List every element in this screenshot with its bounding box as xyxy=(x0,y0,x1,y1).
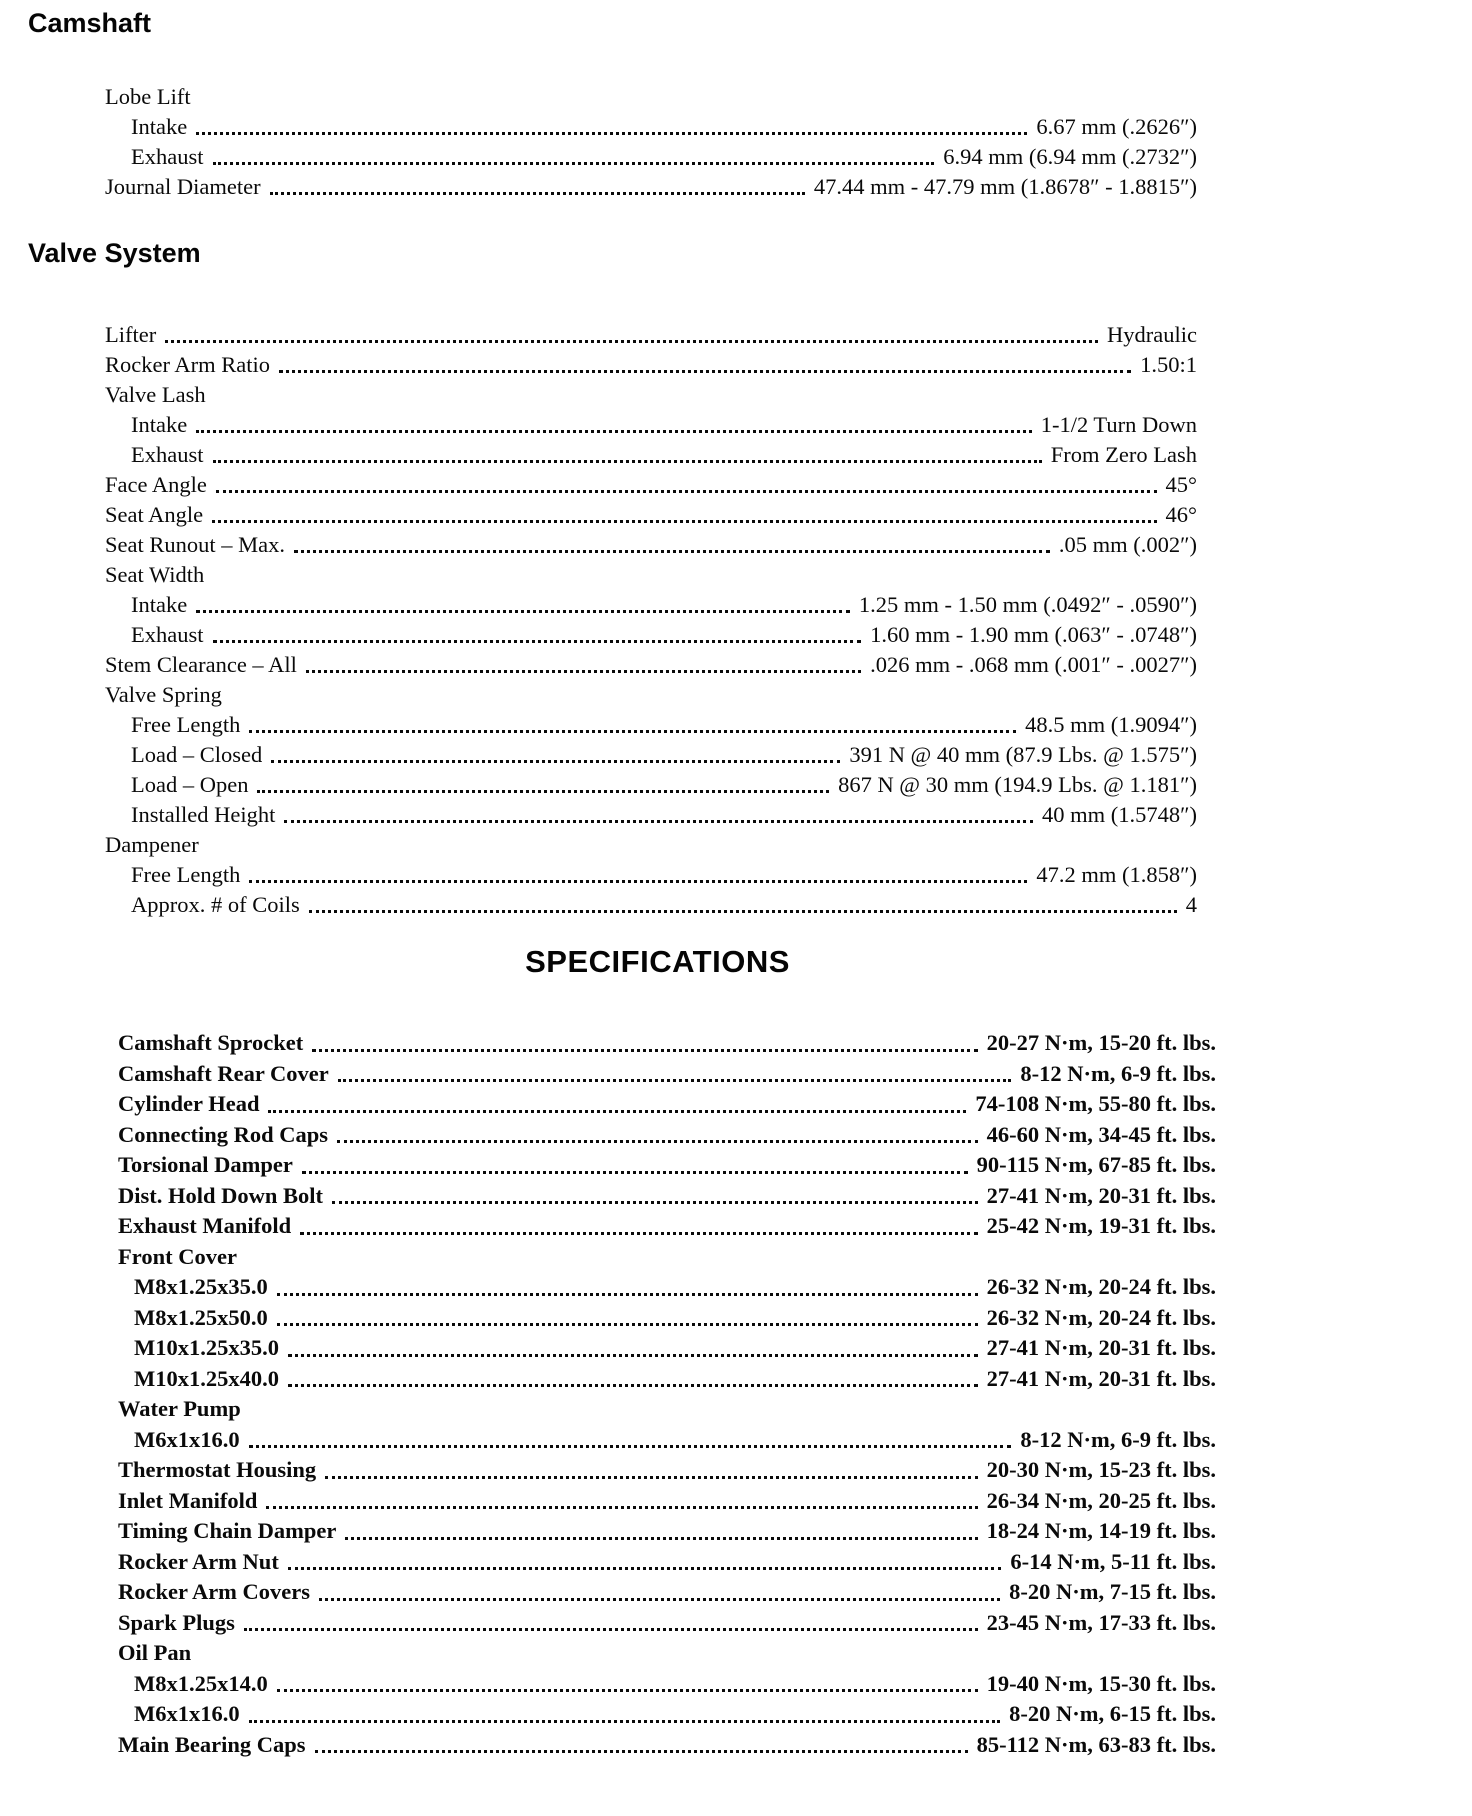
spec-label: Inlet Manifold xyxy=(118,1487,258,1513)
spec-label: Exhaust xyxy=(131,144,204,169)
spec-label: Cylinder Head xyxy=(118,1091,260,1116)
spec-label: Rocker Arm Nut xyxy=(118,1548,279,1574)
spec-label: Seat Runout – Max. xyxy=(105,532,285,557)
dotted-leader xyxy=(345,1537,977,1540)
dotted-leader xyxy=(257,790,829,793)
section-title-camshaft: Camshaft xyxy=(28,8,152,38)
spec-label: Free Length xyxy=(131,862,241,887)
spec-label: Load – Closed xyxy=(131,742,263,767)
spec-label: Front Cover xyxy=(118,1243,237,1269)
spec-value: 8-12 N·m, 6-9 ft. lbs. xyxy=(1020,1426,1216,1452)
spec-value: 1.25 mm - 1.50 mm (.0492″ - .0590″) xyxy=(858,592,1197,617)
dotted-leader xyxy=(213,640,862,643)
spec-row xyxy=(118,1394,1216,1425)
dotted-leader xyxy=(249,1445,1012,1448)
spec-label: Main Bearing Caps xyxy=(118,1731,306,1757)
spec-row xyxy=(105,590,1197,620)
spec-value: 391 N @ 40 mm (87.9 Lbs. @ 1.575″) xyxy=(849,742,1197,767)
camshaft-spec-list xyxy=(105,82,1197,202)
dotted-leader xyxy=(279,370,1131,373)
dotted-leader xyxy=(271,760,840,763)
spec-value: 20-27 N·m, 15-20 ft. lbs. xyxy=(986,1030,1216,1055)
spec-row xyxy=(105,350,1197,380)
spec-label: M6x1x16.0 xyxy=(134,1426,240,1452)
spec-value: 46° xyxy=(1165,502,1197,527)
dotted-leader xyxy=(277,1689,978,1692)
spec-label: Intake xyxy=(131,412,188,437)
dotted-leader xyxy=(325,1476,977,1479)
spec-row xyxy=(105,172,1197,202)
spec-row xyxy=(118,1486,1216,1517)
spec-value: 8-20 N·m, 6-15 ft. lbs. xyxy=(1009,1701,1216,1726)
spec-label: Rocker Arm Covers xyxy=(118,1579,311,1604)
spec-value: 19-40 N·m, 15-30 ft. lbs. xyxy=(986,1670,1216,1696)
spec-value: 1.50:1 xyxy=(1140,352,1197,377)
dotted-leader xyxy=(294,550,1050,553)
spec-row xyxy=(105,320,1197,350)
spec-value: 74-108 N·m, 55-80 ft. lbs. xyxy=(975,1091,1216,1116)
spec-label: Camshaft Rear Cover xyxy=(118,1060,329,1086)
spec-label: M10x1.25x40.0 xyxy=(134,1365,279,1391)
spec-row xyxy=(118,1333,1216,1364)
spec-row xyxy=(118,1059,1216,1090)
spec-label: Lobe Lift xyxy=(105,84,191,109)
spec-row xyxy=(105,560,1197,590)
spec-row xyxy=(105,680,1197,710)
spec-value: 4 xyxy=(1185,892,1197,917)
spec-row xyxy=(118,1669,1216,1700)
spec-row xyxy=(118,1638,1216,1669)
spec-row xyxy=(118,1150,1216,1181)
spec-row xyxy=(105,770,1197,800)
spec-value: 48.5 mm (1.9094″) xyxy=(1025,712,1197,737)
dotted-leader xyxy=(244,1628,978,1631)
spec-value: .05 mm (.002″) xyxy=(1058,532,1197,557)
spec-label: Torsional Damper xyxy=(118,1152,293,1177)
spec-label: Lifter xyxy=(105,322,157,347)
spec-row xyxy=(118,1242,1216,1273)
spec-value: Hydraulic xyxy=(1107,322,1197,347)
section-title-valve-system: Valve System xyxy=(28,238,201,268)
spec-label: Intake xyxy=(131,592,188,617)
spec-row xyxy=(118,1303,1216,1334)
spec-value: 85-112 N·m, 63-83 ft. lbs. xyxy=(976,1731,1216,1757)
dotted-leader xyxy=(268,1110,966,1113)
spec-label: Approx. # of Coils xyxy=(131,892,300,917)
spec-value: 27-41 N·m, 20-31 ft. lbs. xyxy=(986,1335,1216,1360)
spec-label: Timing Chain Damper xyxy=(118,1518,337,1543)
dotted-leader xyxy=(270,192,805,195)
spec-label: M6x1x16.0 xyxy=(134,1701,240,1726)
spec-row xyxy=(118,1425,1216,1456)
spec-row xyxy=(105,650,1197,680)
spec-label: Dist. Hold Down Bolt xyxy=(118,1182,324,1208)
spec-row xyxy=(105,530,1197,560)
spec-value: 26-32 N·m, 20-24 ft. lbs. xyxy=(986,1274,1216,1299)
spec-row xyxy=(118,1516,1216,1547)
dotted-leader xyxy=(212,520,1156,523)
spec-value: From Zero Lash xyxy=(1050,442,1197,467)
spec-value: 40 mm (1.5748″) xyxy=(1042,802,1197,827)
spec-value: 6-14 N·m, 5-11 ft. lbs. xyxy=(1010,1548,1216,1574)
spec-row xyxy=(118,1272,1216,1303)
spec-label: M10x1.25x35.0 xyxy=(134,1335,279,1360)
dotted-leader xyxy=(165,340,1098,343)
spec-row xyxy=(105,800,1197,830)
spec-label: Installed Height xyxy=(131,802,276,827)
spec-value: 20-30 N·m, 15-23 ft. lbs. xyxy=(986,1457,1216,1482)
spec-row xyxy=(118,1089,1216,1120)
spec-row xyxy=(118,1699,1216,1730)
spec-value: 26-32 N·m, 20-24 ft. lbs. xyxy=(986,1304,1216,1330)
spec-value: 47.2 mm (1.858″) xyxy=(1036,862,1197,887)
dotted-leader xyxy=(196,430,1032,433)
spec-label: Oil Pan xyxy=(118,1640,192,1665)
spec-label: Exhaust xyxy=(131,622,204,647)
dotted-leader xyxy=(284,820,1033,823)
dotted-leader xyxy=(300,1232,977,1235)
spec-row xyxy=(105,890,1197,920)
dotted-leader xyxy=(277,1293,978,1296)
spec-row xyxy=(105,710,1197,740)
spec-value: 8-20 N·m, 7-15 ft. lbs. xyxy=(1009,1579,1216,1604)
spec-label: Seat Width xyxy=(105,562,205,587)
specifications-title: SPECIFICATIONS xyxy=(525,944,790,979)
spec-label: Exhaust xyxy=(131,442,204,467)
spec-row xyxy=(118,1028,1216,1059)
spec-value: 867 N @ 30 mm (194.9 Lbs. @ 1.181″) xyxy=(838,772,1197,797)
spec-row xyxy=(118,1730,1216,1761)
spec-row xyxy=(118,1455,1216,1486)
spec-label: M8x1.25x35.0 xyxy=(134,1274,268,1299)
dotted-leader xyxy=(277,1323,978,1326)
spec-row xyxy=(118,1181,1216,1212)
spec-value: 46-60 N·m, 34-45 ft. lbs. xyxy=(986,1121,1216,1147)
spec-value: 6.94 mm (6.94 mm (.2732″) xyxy=(943,144,1197,169)
dotted-leader xyxy=(312,1049,977,1052)
spec-label: Stem Clearance – All xyxy=(105,652,297,677)
dotted-leader xyxy=(288,1384,978,1387)
spec-row xyxy=(118,1364,1216,1395)
spec-row xyxy=(118,1547,1216,1578)
spec-label: Connecting Rod Caps xyxy=(118,1121,329,1147)
spec-row xyxy=(105,620,1197,650)
spec-label: Water Pump xyxy=(118,1396,241,1421)
spec-row xyxy=(105,142,1197,172)
spec-value: 47.44 mm - 47.79 mm (1.8678″ - 1.8815″) xyxy=(813,174,1197,199)
valve-system-spec-list xyxy=(105,320,1197,920)
spec-value: 1.60 mm - 1.90 mm (.063″ - .0748″) xyxy=(870,622,1197,647)
spec-label: Exhaust Manifold xyxy=(118,1213,292,1238)
spec-label: Thermostat Housing xyxy=(118,1457,317,1482)
spec-label: Load – Open xyxy=(131,772,249,797)
spec-row xyxy=(118,1120,1216,1151)
spec-row xyxy=(105,860,1197,890)
spec-value: 8-12 N·m, 6-9 ft. lbs. xyxy=(1020,1060,1216,1086)
spec-label: Valve Spring xyxy=(105,682,222,707)
spec-label: Intake xyxy=(131,114,188,139)
spec-row xyxy=(105,112,1197,142)
spec-row xyxy=(118,1577,1216,1608)
dotted-leader xyxy=(288,1567,1002,1570)
spec-label: Face Angle xyxy=(105,472,207,497)
spec-value: 18-24 N·m, 14-19 ft. lbs. xyxy=(986,1518,1216,1543)
dotted-leader xyxy=(213,162,935,165)
spec-label: M8x1.25x14.0 xyxy=(134,1670,268,1696)
spec-label: Spark Plugs xyxy=(118,1609,235,1635)
dotted-leader xyxy=(249,880,1027,883)
spec-row xyxy=(118,1211,1216,1242)
dotted-leader xyxy=(302,1171,968,1174)
spec-label: Free Length xyxy=(131,712,241,737)
dotted-leader xyxy=(338,1079,1012,1082)
torque-specifications-list xyxy=(118,1028,1216,1760)
spec-value: .026 mm - .068 mm (.001″ - .0027″) xyxy=(870,652,1197,677)
spec-value: 6.67 mm (.2626″) xyxy=(1036,114,1197,139)
dotted-leader xyxy=(196,610,850,613)
spec-label: M8x1.25x50.0 xyxy=(134,1304,268,1330)
spec-label: Dampener xyxy=(105,832,199,857)
dotted-leader xyxy=(306,670,861,673)
spec-value: 45° xyxy=(1165,472,1197,497)
dotted-leader xyxy=(332,1201,978,1204)
dotted-leader xyxy=(309,910,1177,913)
dotted-leader xyxy=(319,1598,1000,1601)
spec-row xyxy=(105,500,1197,530)
spec-value: 27-41 N·m, 20-31 ft. lbs. xyxy=(986,1182,1216,1208)
spec-value: 23-45 N·m, 17-33 ft. lbs. xyxy=(986,1609,1216,1635)
spec-row xyxy=(118,1608,1216,1639)
spec-row xyxy=(105,740,1197,770)
dotted-leader xyxy=(196,132,1027,135)
spec-label: Journal Diameter xyxy=(105,174,261,199)
spec-value: 27-41 N·m, 20-31 ft. lbs. xyxy=(986,1365,1216,1391)
spec-value: 25-42 N·m, 19-31 ft. lbs. xyxy=(986,1213,1216,1238)
dotted-leader xyxy=(249,1720,1001,1723)
dotted-leader xyxy=(266,1506,977,1509)
spec-row xyxy=(105,470,1197,500)
dotted-leader xyxy=(288,1354,978,1357)
spec-label: Seat Angle xyxy=(105,502,204,527)
spec-row xyxy=(105,82,1197,112)
dotted-leader xyxy=(249,730,1016,733)
spec-row xyxy=(105,440,1197,470)
spec-value: 26-34 N·m, 20-25 ft. lbs. xyxy=(986,1487,1216,1513)
spec-value: 1-1/2 Turn Down xyxy=(1040,412,1197,437)
spec-value: 90-115 N·m, 67-85 ft. lbs. xyxy=(976,1152,1216,1177)
dotted-leader xyxy=(315,1750,968,1753)
spec-label: Valve Lash xyxy=(105,382,206,407)
dotted-leader xyxy=(216,490,1157,493)
spec-row xyxy=(105,830,1197,860)
dotted-leader xyxy=(337,1140,978,1143)
spec-label: Rocker Arm Ratio xyxy=(105,352,270,377)
spec-label: Camshaft Sprocket xyxy=(118,1030,304,1055)
spec-row xyxy=(105,380,1197,410)
dotted-leader xyxy=(213,460,1042,463)
spec-row xyxy=(105,410,1197,440)
